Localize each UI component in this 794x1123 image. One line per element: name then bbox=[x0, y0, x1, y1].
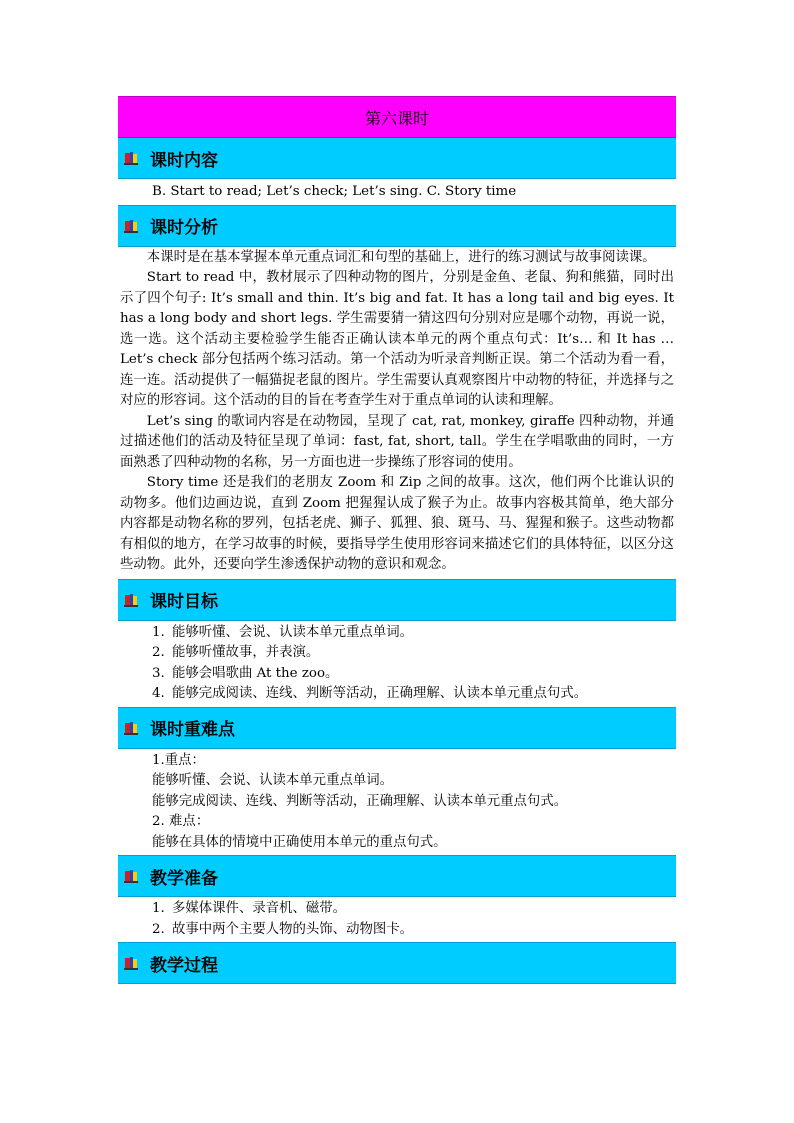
section-header-process bbox=[118, 942, 676, 984]
section-body-analysis bbox=[118, 247, 676, 576]
list-item: 1. 多媒体课件、录音机、磁带。 bbox=[152, 901, 347, 916]
section-title: 教学过程 bbox=[150, 955, 218, 976]
section-header-analysis bbox=[118, 205, 676, 247]
section-title: 课时内容 bbox=[150, 150, 218, 171]
analysis-paragraph: Let’s sing 的歌词内容是在动物园，呈现了 cat, rat, monkey, giraffe 四种动物，并通过描述他们的活动及特征呈现了单词：fast, fat, short, tall。学生在学唱歌曲的同时，一方面熟悉了四种动物的名称，另一方面也进一步操练了形容词的使用。 bbox=[120, 413, 674, 470]
section-header-key-points bbox=[118, 707, 676, 749]
section-title: 教学准备 bbox=[150, 868, 218, 889]
list-item: 1. 能够听懂、会说、认读本单元重点单词。 bbox=[152, 624, 414, 640]
section-header-content bbox=[118, 138, 676, 179]
list-item: 2. 能够听懂故事，并表演。 bbox=[152, 645, 320, 660]
difficult-label: 2. 难点： bbox=[152, 814, 210, 829]
section-body-goals bbox=[118, 621, 676, 705]
section-title: 课时重难点 bbox=[150, 720, 235, 740]
lesson-table bbox=[118, 96, 676, 984]
list-item: 2. 故事中两个主要人物的头饰、动物图卡。 bbox=[152, 921, 414, 937]
key-line: 能够听懂、会说、认读本单元重点单词。 bbox=[152, 773, 394, 788]
analysis-paragraph: 本课时是在基本掌握本单元重点词汇和句型的基础上，进行的练习测试与故事阅读课。 bbox=[146, 249, 656, 265]
list-item: 4. 能够完成阅读、连线、判断等活动，正确理解、认读本单元重点句式。 bbox=[152, 686, 588, 701]
list-item: 3. 能够会唱歌曲 At the zoo。 bbox=[152, 665, 339, 681]
book-icon bbox=[124, 869, 138, 883]
book-icon bbox=[124, 219, 138, 233]
lesson-title: 第六课时 bbox=[118, 96, 676, 138]
analysis-paragraph: Start to read 中，教材展示了四种动物的图片，分别是金鱼、老鼠、狗和熊猫，同时出示了四个句子: It’s small and thin. It’s big and fat. It has a long tail and big eyes. It has a long body and short legs. 学生需要猜一猜这四句分别对应是哪个动物，再说一说，选一选。这个活动主要检验学生能否正确认读本单元的两个重点句式：It’s… 和 It has … Let’s check 部分包括两个练习活动。第一个活动为听录音判断正误。第二个活动为看一看，连一连。活动提供了一幅猫捉老鼠的图片。学生需要认真观察图片中动物的特征，并选择与之对应的形容词。这个活动的目的旨在考查学生对于重点单词的认读和理解。 bbox=[120, 270, 674, 408]
section-title: 课时分析 bbox=[150, 218, 218, 238]
content-text: B. Start to read; Let’s check; Let’s sing. C. Story time bbox=[152, 184, 517, 199]
section-header-preparation bbox=[118, 855, 676, 897]
section-body-preparation bbox=[118, 897, 676, 940]
section-body-content bbox=[118, 179, 676, 205]
analysis-paragraph: Story time 还是我们的老朋友 Zoom 和 Zip 之间的故事。这次，他们两个比谁认识的动物多。他们边画边说，直到 Zoom 把猩猩认成了猴子为止。故事内容极其简单，绝大部分内容都是动物名称的罗列，包括老虎、狮子、狐狸、狼、斑马、马、猩猩和猴子。这些动物都有相似的地方，在学习故事的时候，要指导学生使用形容词来描述它们的具体特征，以区分这些动物。此外，还要向学生渗透保护动物的意识和观念。 bbox=[120, 475, 674, 572]
book-icon bbox=[124, 593, 138, 607]
section-header-goals bbox=[118, 579, 676, 621]
key-line: 能够完成阅读、连线、判断等活动，正确理解、认读本单元重点句式。 bbox=[152, 793, 568, 809]
book-icon bbox=[124, 721, 138, 735]
book-icon bbox=[124, 151, 138, 165]
difficult-line: 能够在具体的情境中正确使用本单元的重点句式。 bbox=[152, 834, 447, 850]
section-body-key-points bbox=[118, 749, 676, 854]
section-title: 课时目标 bbox=[150, 592, 218, 612]
book-icon bbox=[124, 956, 138, 970]
key-label: 1.重点： bbox=[152, 752, 205, 768]
